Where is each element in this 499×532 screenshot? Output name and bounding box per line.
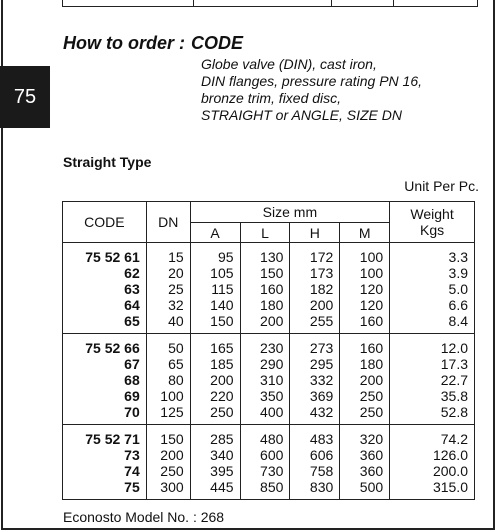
cell-l: 310 (240, 372, 290, 388)
cell-h: 332 (290, 372, 340, 388)
how-to-order-heading (63, 33, 243, 54)
cell-m: 100 (340, 243, 390, 266)
cell-l: 400 (240, 404, 290, 425)
cell-weight: 52.8 (390, 404, 475, 425)
cell-code: 75 52 66 (63, 334, 147, 357)
cell-m: 250 (340, 388, 390, 404)
cell-dn: 125 (146, 404, 190, 425)
table-row (63, 281, 475, 297)
cell-dn: 250 (146, 463, 190, 479)
section-title: Straight Type (63, 154, 152, 170)
cell-m: 250 (340, 404, 390, 425)
cell-a: 165 (190, 334, 240, 357)
description-line: DIN flanges, pressure rating PN 16, (201, 73, 422, 89)
header-l: L (240, 223, 290, 243)
cell-dn: 50 (146, 334, 190, 357)
cell-dn: 100 (146, 388, 190, 404)
specification-table (62, 201, 475, 500)
previous-table-edge (62, 0, 478, 7)
cell-a: 445 (190, 479, 240, 500)
header-h: H (290, 223, 340, 243)
cell-a: 140 (190, 297, 240, 313)
table-row (63, 479, 475, 500)
header-dn: DN (146, 202, 190, 243)
table-row (63, 243, 475, 266)
cell-dn: 200 (146, 447, 190, 463)
cell-a: 115 (190, 281, 240, 297)
cell-l: 480 (240, 425, 290, 448)
cell-dn: 150 (146, 425, 190, 448)
cell-h: 273 (290, 334, 340, 357)
model-number-note: Econosto Model No. : 268 (63, 509, 225, 525)
cell-l: 730 (240, 463, 290, 479)
cell-h: 200 (290, 297, 340, 313)
heading-value: CODE (191, 33, 244, 53)
cell-a: 220 (190, 388, 240, 404)
cell-a: 95 (190, 243, 240, 266)
cell-a: 250 (190, 404, 240, 425)
cell-m: 100 (340, 265, 390, 281)
cell-code: 68 (63, 372, 147, 388)
cell-a: 185 (190, 356, 240, 372)
cell-dn: 15 (146, 243, 190, 266)
cell-weight: 22.7 (390, 372, 475, 388)
page-number-tab (0, 66, 50, 128)
cell-dn: 65 (146, 356, 190, 372)
header-code: CODE (63, 202, 147, 243)
table-row (63, 425, 475, 448)
cell-l: 130 (240, 243, 290, 266)
cell-l: 850 (240, 479, 290, 500)
cell-m: 200 (340, 372, 390, 388)
unit-note: Unit Per Pc. (404, 178, 479, 194)
cell-weight: 3.9 (390, 265, 475, 281)
product-description (201, 56, 422, 124)
cell-dn: 300 (146, 479, 190, 500)
cell-l: 200 (240, 313, 290, 334)
cell-dn: 40 (146, 313, 190, 334)
table-row (63, 388, 475, 404)
table-row (63, 404, 475, 425)
heading-label: How to order : (63, 33, 185, 53)
cell-weight: 5.0 (390, 281, 475, 297)
cell-h: 483 (290, 425, 340, 448)
cell-m: 360 (340, 447, 390, 463)
cell-code: 75 52 71 (63, 425, 147, 448)
header-m: M (340, 223, 390, 243)
cell-a: 285 (190, 425, 240, 448)
page-number: 75 (13, 85, 37, 108)
cell-h: 432 (290, 404, 340, 425)
cell-h: 172 (290, 243, 340, 266)
cell-h: 173 (290, 265, 340, 281)
cell-code: 64 (63, 297, 147, 313)
cell-weight: 315.0 (390, 479, 475, 500)
cell-m: 160 (340, 313, 390, 334)
cell-code: 67 (63, 356, 147, 372)
cell-dn: 80 (146, 372, 190, 388)
cell-a: 395 (190, 463, 240, 479)
header-a: A (190, 223, 240, 243)
table-row (63, 356, 475, 372)
cell-m: 180 (340, 356, 390, 372)
cell-code: 62 (63, 265, 147, 281)
cell-l: 160 (240, 281, 290, 297)
cell-a: 105 (190, 265, 240, 281)
cell-l: 150 (240, 265, 290, 281)
cell-h: 182 (290, 281, 340, 297)
cell-h: 255 (290, 313, 340, 334)
cell-weight: 35.8 (390, 388, 475, 404)
header-weight-line2: Kgs (420, 222, 445, 238)
cell-code: 65 (63, 313, 147, 334)
header-weight (390, 202, 475, 243)
cell-h: 758 (290, 463, 340, 479)
header-weight-line1: Weight (410, 206, 454, 222)
cell-code: 75 52 61 (63, 243, 147, 266)
cell-m: 360 (340, 463, 390, 479)
description-line: bronze trim, fixed disc, (201, 90, 342, 106)
cell-h: 295 (290, 356, 340, 372)
cell-l: 350 (240, 388, 290, 404)
table-row (63, 372, 475, 388)
cell-weight: 17.3 (390, 356, 475, 372)
cell-weight: 126.0 (390, 447, 475, 463)
table-row (63, 447, 475, 463)
cell-weight: 200.0 (390, 463, 475, 479)
cell-l: 180 (240, 297, 290, 313)
cell-code: 73 (63, 447, 147, 463)
cell-dn: 20 (146, 265, 190, 281)
cell-l: 290 (240, 356, 290, 372)
cell-dn: 32 (146, 297, 190, 313)
cell-code: 69 (63, 388, 147, 404)
cell-code: 63 (63, 281, 147, 297)
table-row (63, 265, 475, 281)
cell-a: 340 (190, 447, 240, 463)
cell-dn: 25 (146, 281, 190, 297)
cell-weight: 74.2 (390, 425, 475, 448)
header-size-group: Size mm (190, 202, 390, 223)
cell-l: 600 (240, 447, 290, 463)
cell-weight: 8.4 (390, 313, 475, 334)
table-row (63, 334, 475, 357)
cell-code: 70 (63, 404, 147, 425)
cell-h: 369 (290, 388, 340, 404)
cell-weight: 3.3 (390, 243, 475, 266)
cell-m: 320 (340, 425, 390, 448)
cell-m: 500 (340, 479, 390, 500)
cell-code: 75 (63, 479, 147, 500)
cell-a: 150 (190, 313, 240, 334)
cell-m: 120 (340, 297, 390, 313)
cell-l: 230 (240, 334, 290, 357)
cell-weight: 6.6 (390, 297, 475, 313)
cell-m: 160 (340, 334, 390, 357)
cell-h: 606 (290, 447, 340, 463)
cell-h: 830 (290, 479, 340, 500)
table-row (63, 313, 475, 334)
cell-weight: 12.0 (390, 334, 475, 357)
table-row (63, 463, 475, 479)
table-row (63, 297, 475, 313)
cell-code: 74 (63, 463, 147, 479)
cell-a: 200 (190, 372, 240, 388)
description-line: Globe valve (DIN), cast iron, (201, 56, 377, 72)
description-line: STRAIGHT or ANGLE, SIZE DN (201, 107, 402, 123)
cell-m: 120 (340, 281, 390, 297)
table-body (63, 243, 475, 500)
